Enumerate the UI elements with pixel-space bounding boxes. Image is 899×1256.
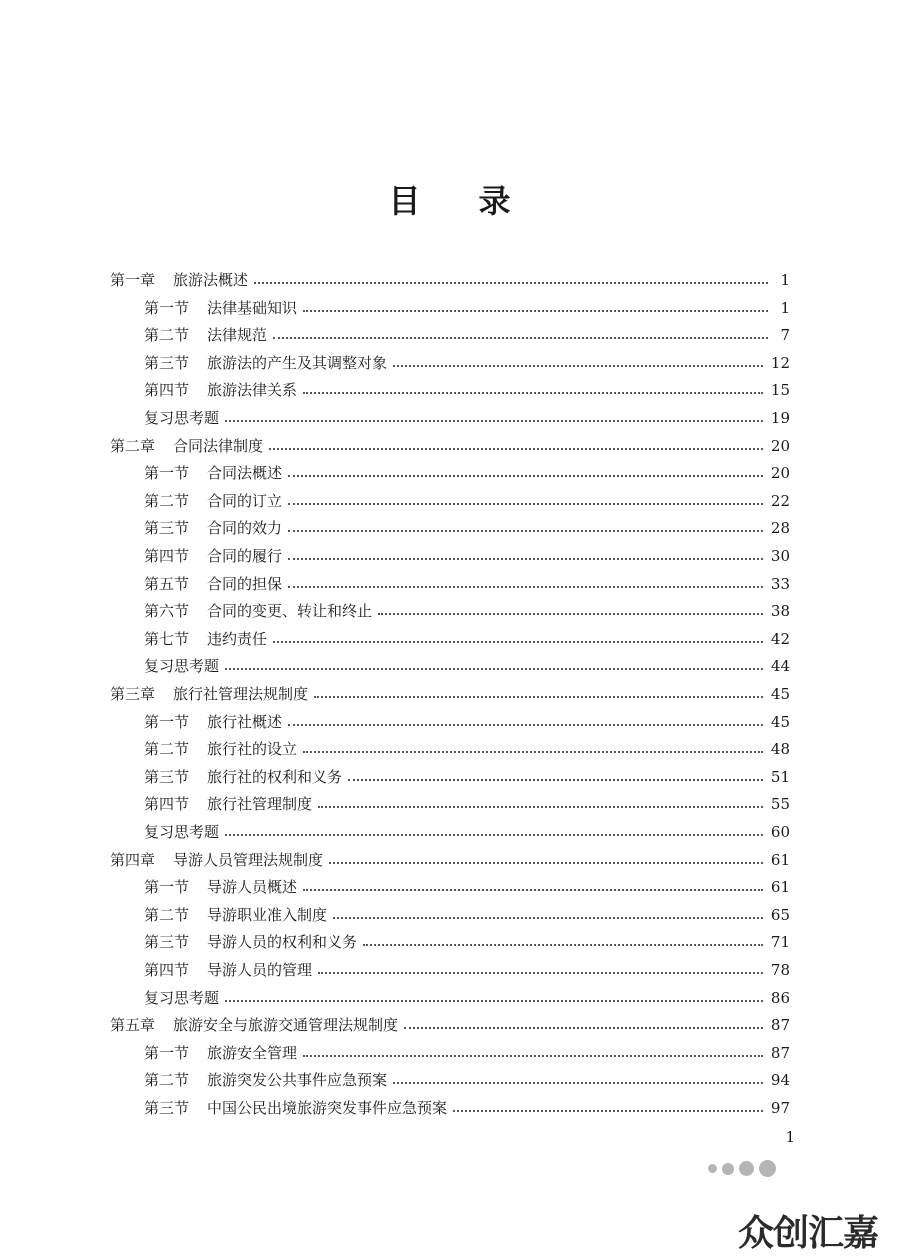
entry-page-number: 61 <box>770 850 790 869</box>
dot-leader <box>225 420 763 422</box>
entry-page-number: 7 <box>780 326 790 345</box>
dot-icon <box>708 1164 717 1173</box>
toc-section-entry <box>144 377 790 403</box>
entry-page-number: 30 <box>770 547 790 565</box>
toc-section-entry <box>144 985 790 1011</box>
entry-title: 法律规范 <box>207 326 268 345</box>
entry-title: 中国公民出境旅游突发事件应急预案 <box>207 1099 448 1117</box>
dot-leader <box>393 365 763 367</box>
entry-number: 第一节 <box>144 878 190 897</box>
dot-leader <box>273 337 768 339</box>
dot-leader <box>404 1027 763 1029</box>
entry-page-number: 61 <box>770 878 790 897</box>
dot-leader <box>288 475 763 477</box>
toc-section-entry <box>144 1095 790 1121</box>
entry-title: 导游人员概述 <box>207 878 298 897</box>
entry-number: 第四节 <box>144 961 190 979</box>
entry-title: 旅行社的设立 <box>207 740 298 759</box>
dot-leader <box>314 696 763 698</box>
toc-chapter-entry <box>110 847 790 873</box>
toc-section-entry <box>144 957 790 983</box>
entry-number: 复习思考题 <box>144 988 220 1007</box>
entry-title: 导游职业准入制度 <box>207 905 328 924</box>
dot-leader <box>288 503 763 505</box>
watermark-logo: 众创汇嘉 <box>738 1213 879 1254</box>
entry-title: 旅行社的权利和义务 <box>207 767 343 786</box>
dot-leader <box>303 751 763 753</box>
entry-page-number: 60 <box>770 823 790 841</box>
toc-section-entry <box>144 709 790 735</box>
page-title <box>0 176 899 222</box>
toc-section-entry <box>144 295 790 321</box>
entry-title: 旅行社管理法规制度 <box>173 685 309 703</box>
entry-page-number: 97 <box>770 1099 790 1117</box>
dot-leader <box>363 944 763 946</box>
dot-leader <box>273 641 763 643</box>
entry-number: 复习思考题 <box>144 409 220 427</box>
entry-number: 第一节 <box>144 464 190 483</box>
dot-leader <box>254 282 768 284</box>
entry-number: 第四节 <box>144 795 190 814</box>
toc-section-entry <box>144 543 790 569</box>
entry-title: 导游人员管理法规制度 <box>173 850 324 869</box>
entry-title: 旅游安全与旅游交通管理法规制度 <box>173 1016 399 1035</box>
entry-number: 第二节 <box>144 740 190 759</box>
entry-number: 第四章 <box>110 850 156 869</box>
entry-number: 第七节 <box>144 629 190 648</box>
toc-section-entry <box>144 929 790 955</box>
dot-icon <box>739 1161 754 1176</box>
entry-number: 第一节 <box>144 1043 190 1062</box>
dot-leader <box>318 972 763 974</box>
dot-leader <box>453 1110 763 1112</box>
entry-page-number: 15 <box>770 381 790 400</box>
dot-leader <box>288 530 763 532</box>
dot-leader <box>288 724 763 726</box>
entry-page-number: 55 <box>770 795 790 814</box>
dot-leader <box>329 862 763 864</box>
entry-page-number: 94 <box>770 1071 790 1090</box>
toc-chapter-entry <box>110 681 790 707</box>
entry-title: 旅游突发公共事件应急预案 <box>207 1071 388 1090</box>
entry-title: 旅行社概述 <box>207 712 283 731</box>
entry-number: 第二章 <box>110 436 156 455</box>
entry-page-number: 71 <box>770 933 790 952</box>
toc-section-entry <box>144 322 790 348</box>
entry-number: 第二节 <box>144 491 190 510</box>
toc-section-entry <box>144 819 790 845</box>
dot-leader <box>378 613 763 615</box>
entry-title: 合同的履行 <box>207 547 283 565</box>
toc-section-entry <box>144 736 790 762</box>
entry-number: 第三节 <box>144 767 190 786</box>
entry-title: 违约责任 <box>207 629 268 648</box>
toc-section-entry <box>144 626 790 652</box>
entry-number: 第三节 <box>144 353 190 372</box>
dot-leader <box>393 1082 763 1084</box>
entry-page-number: 1 <box>780 298 790 317</box>
toc-section-entry <box>144 460 790 486</box>
toc-section-entry <box>144 598 790 624</box>
entry-page-number: 20 <box>770 436 790 455</box>
entry-title: 旅游安全管理 <box>207 1043 298 1062</box>
dot-leader <box>303 310 768 312</box>
entry-title: 合同的变更、转让和终止 <box>207 602 373 621</box>
entry-page-number: 22 <box>770 491 790 510</box>
dot-leader <box>303 392 763 394</box>
dot-leader <box>288 586 763 588</box>
entry-number: 复习思考题 <box>144 657 220 676</box>
entry-number: 第一节 <box>144 298 190 317</box>
entry-number: 第四节 <box>144 381 190 400</box>
entry-title: 旅行社管理制度 <box>207 795 313 814</box>
entry-page-number: 87 <box>770 1043 790 1062</box>
toc-section-entry <box>144 791 790 817</box>
page-number: 1 <box>785 1128 795 1146</box>
dot-leader <box>318 806 763 808</box>
entry-title: 合同法概述 <box>207 464 283 483</box>
entry-page-number: 78 <box>770 961 790 979</box>
entry-title: 旅游法概述 <box>173 271 249 289</box>
entry-page-number: 20 <box>770 464 790 483</box>
entry-number: 第五节 <box>144 574 190 593</box>
toc-section-entry <box>144 515 790 541</box>
dot-leader <box>288 558 763 560</box>
entry-title: 旅游法的产生及其调整对象 <box>207 353 388 372</box>
toc-section-entry <box>144 874 790 900</box>
entry-number: 第四节 <box>144 547 190 565</box>
dot-leader <box>225 668 763 670</box>
entry-number: 第一章 <box>110 271 156 289</box>
entry-number: 第一节 <box>144 712 190 731</box>
entry-number: 复习思考题 <box>144 823 220 841</box>
dot-leader <box>225 1000 763 1002</box>
entry-number: 第二节 <box>144 326 190 345</box>
entry-page-number: 44 <box>770 657 790 676</box>
decorative-dots <box>708 1160 776 1177</box>
dot-leader <box>333 917 763 919</box>
entry-page-number: 51 <box>770 767 790 786</box>
entry-page-number: 1 <box>780 271 790 289</box>
entry-page-number: 48 <box>770 740 790 759</box>
entry-title: 合同法律制度 <box>173 436 264 455</box>
entry-title: 导游人员的管理 <box>207 961 313 979</box>
dot-leader <box>225 834 763 836</box>
toc-section-entry <box>144 1040 790 1066</box>
entry-number: 第三节 <box>144 1099 190 1117</box>
entry-title: 法律基础知识 <box>207 298 298 317</box>
dot-leader <box>303 889 763 891</box>
toc-section-entry <box>144 405 790 431</box>
entry-number: 第三节 <box>144 933 190 952</box>
entry-page-number: 19 <box>770 409 790 427</box>
dot-icon <box>722 1163 734 1175</box>
title-char-1: 目 <box>388 182 421 220</box>
entry-page-number: 38 <box>770 602 790 621</box>
toc-section-entry <box>144 488 790 514</box>
title-char-2: 录 <box>478 182 511 220</box>
toc-section-entry <box>144 902 790 928</box>
entry-number: 第二节 <box>144 905 190 924</box>
toc-chapter-entry <box>110 433 790 459</box>
entry-title: 合同的订立 <box>207 491 283 510</box>
toc-section-entry <box>144 764 790 790</box>
toc-section-entry <box>144 350 790 376</box>
entry-page-number: 33 <box>770 574 790 593</box>
dot-icon <box>759 1160 776 1177</box>
dot-leader <box>303 1055 763 1057</box>
entry-page-number: 42 <box>770 629 790 648</box>
entry-page-number: 45 <box>770 712 790 731</box>
dot-leader <box>269 448 763 450</box>
entry-page-number: 65 <box>770 905 790 924</box>
entry-page-number: 45 <box>770 685 790 703</box>
toc-chapter-entry <box>110 267 790 293</box>
entry-page-number: 28 <box>770 519 790 538</box>
entry-title: 旅游法律关系 <box>207 381 298 400</box>
entry-title: 合同的担保 <box>207 574 283 593</box>
entry-title: 合同的效力 <box>207 519 283 538</box>
entry-page-number: 86 <box>770 988 790 1007</box>
dot-leader <box>348 779 763 781</box>
toc-section-entry <box>144 1067 790 1093</box>
entry-page-number: 87 <box>770 1016 790 1035</box>
entry-title: 导游人员的权利和义务 <box>207 933 358 952</box>
toc-section-entry <box>144 571 790 597</box>
entry-number: 第三节 <box>144 519 190 538</box>
toc-chapter-entry <box>110 1012 790 1038</box>
entry-number: 第六节 <box>144 602 190 621</box>
toc-section-entry <box>144 653 790 679</box>
entry-number: 第三章 <box>110 685 156 703</box>
entry-number: 第二节 <box>144 1071 190 1090</box>
entry-number: 第五章 <box>110 1016 156 1035</box>
entry-page-number: 12 <box>770 353 790 372</box>
